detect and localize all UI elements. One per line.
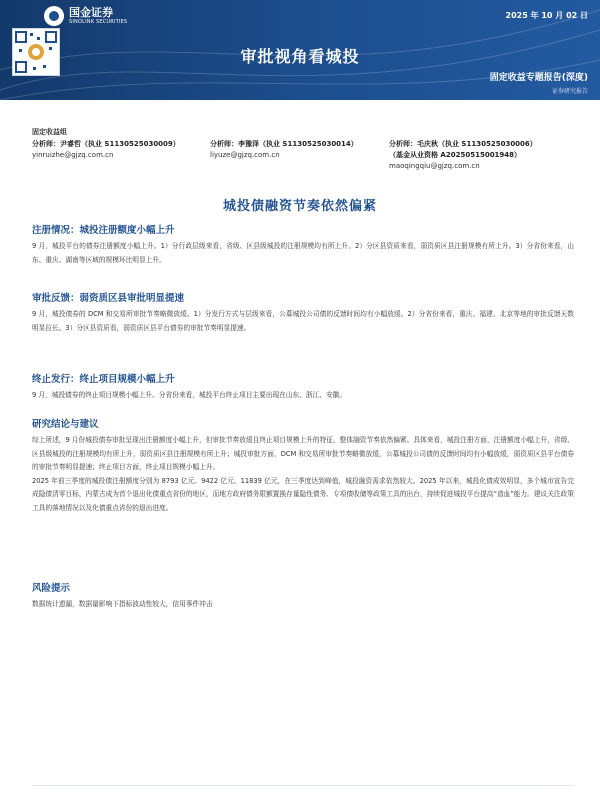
section-title: 研究结论与建议 [32, 419, 99, 430]
report-department: 证券研究报告 [551, 88, 588, 95]
analyst-email[interactable]: maoqingqiu@gjzq.com.cn [389, 162, 480, 170]
section-paragraph: 2025 年前三季度的城投债注册额度分别为 8793 亿元、9422 亿元、11839 亿元，在三季度达到峰值，城投融资需求依然较大。2025 年以来，城投化债成效明显，多个城市宣告完成隐债清零目标，内蒙古成为首个退出化债重点省份的地区，而地方政府债务限额置换存量隐性债务、专项债收储等政策工具的出台，持续促进城投平台提高“造血”能力。建议关注政策工具的落地情况以及化债重点省份的退出进度。 [32, 476, 574, 512]
section-risk [32, 582, 574, 612]
section-paragraph: 综上所述，9 月份城投债券审批呈现出注册额度小幅上升，但审批节奏放缓且终止项目规模上升的特征，整体融资节奏依然偏紧。具体来看，城投注册方面，注册额度小幅上升，省级、区县级城投的注册规模均有所上升，弱资质区县注册规模有所上升；城投审批方面，DCM 和交易所审批节奏略微放缓，公募城投公司债的反馈时间均有小幅放缓，弱资质区县平台债券的审批节奏明显提速；终止项目方面，终止项目规模小幅上升。 [32, 436, 574, 471]
analyst-qualification: （基金从业资格 A20250515001948） [389, 151, 522, 159]
analyst-email[interactable]: yinruizhe@gjzq.com.cn [32, 151, 114, 159]
divider [32, 785, 574, 786]
section-title: 风险提示 [32, 583, 71, 594]
report-date: 2025 年 10 月 02 日 [505, 11, 588, 20]
section-paragraph: 数据统计遗漏，数据量影响下指标波动性较大，信用事件冲击 [32, 600, 213, 608]
company-logo [44, 6, 127, 26]
analyst-card [389, 139, 537, 172]
logo-name-en: SINOLINK SECURITIES [69, 18, 128, 25]
main-title: 城投债融资节奏依然偏紧 [222, 199, 377, 214]
section-title: 终止发行：终止项目规模小幅上升 [32, 374, 175, 385]
section-paragraph: 9 月，城投债券的终止项目规模小幅上升。分省份来看，城投平台终止项目主要出现在山东、浙江、安徽。 [32, 391, 347, 399]
analyst-block [32, 127, 588, 170]
section-conclusions [32, 418, 574, 515]
section-paragraph: 9 月，城投债券的 DCM 和交易所审批节奏略微放缓。1）分发行方式与层级来看，公募城投公司债的反馈时间均有小幅放缓。2）分省份来看，重庆、福建、北京等地的审批反馈天数明显拉长。3）分区县资质看，弱资质区县平台债券的审批节奏明显提速。 [32, 310, 574, 332]
section-paragraph: 9 月，城投平台的债券注册额度小幅上升。1）分行政层级来看，省级、区县级城投的注册规模均有所上升。2）分区县资质来看，弱资质区县注册规模有所上升。3）分省份来看，山东、重庆、湖南等区域的规模环比明显上升。 [32, 242, 574, 264]
analyst-name: 分析师：毛庆秋（执业 S1130525030006） [389, 140, 537, 148]
analyst-card [32, 139, 180, 161]
logo-mark-icon [44, 6, 64, 26]
team-label: 固定收益组 [32, 128, 67, 136]
logo-name-cn: 国金证券 [69, 5, 113, 19]
section-registration [32, 224, 574, 267]
section-approval-feedback [32, 292, 574, 335]
analyst-email[interactable]: liyuze@gjzq.com.cn [210, 151, 280, 159]
report-title: 审批视角看城投 [240, 47, 360, 66]
section-termination [32, 373, 574, 403]
report-type: 固定收益专题报告(深度) [489, 73, 588, 83]
analyst-name: 分析师：李豫泽（执业 S1130525030014） [210, 140, 358, 148]
section-title: 审批反馈：弱资质区县审批明显提速 [32, 293, 185, 304]
analyst-card [210, 139, 358, 161]
analyst-name: 分析师：尹睿哲（执业 S1130525030009） [32, 140, 180, 148]
section-title: 注册情况：城投注册额度小幅上升 [32, 225, 175, 236]
header-banner [0, 0, 600, 100]
